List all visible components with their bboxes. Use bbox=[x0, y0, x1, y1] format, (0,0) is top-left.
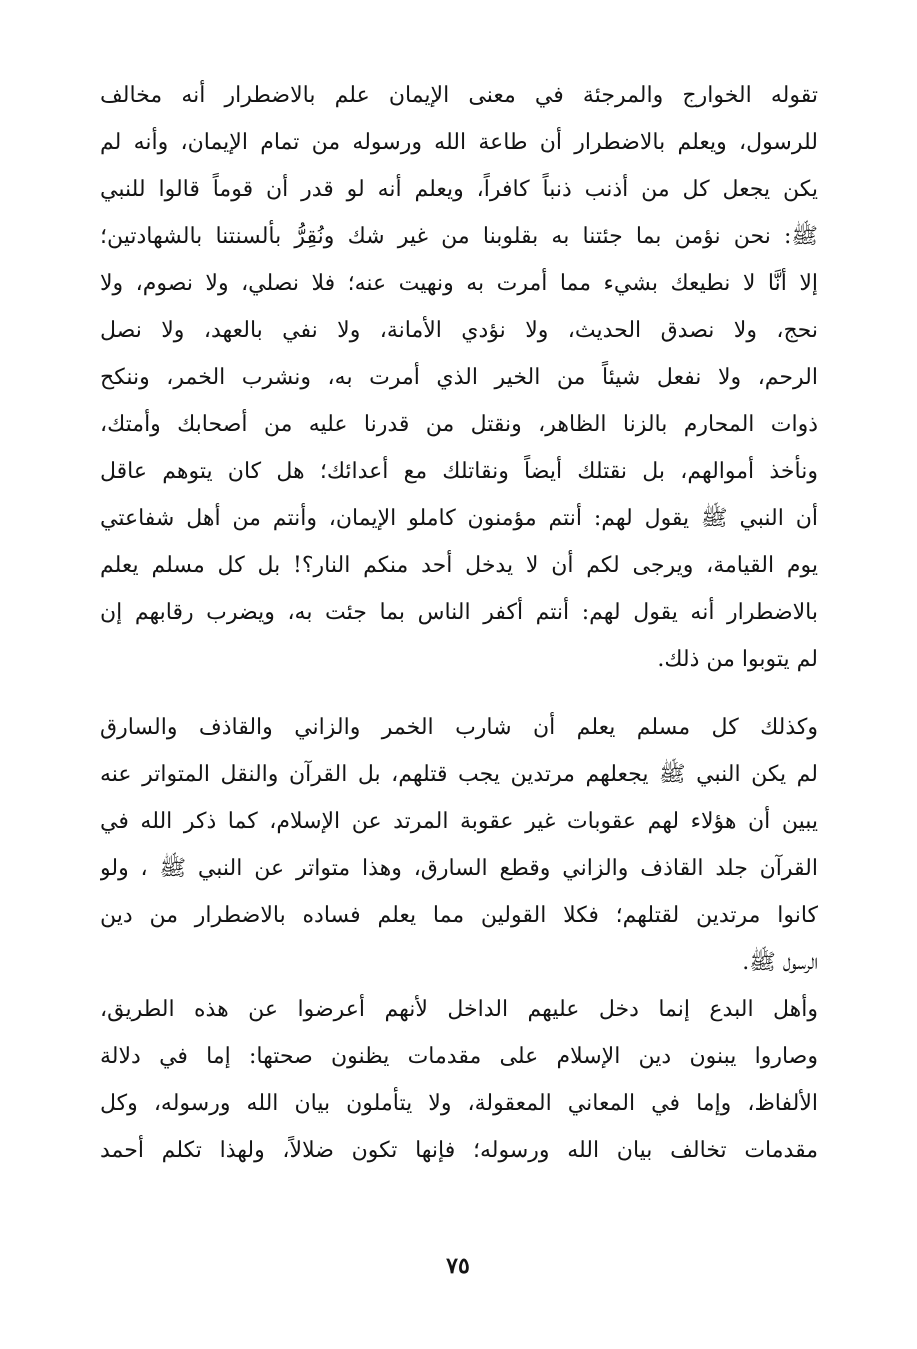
text-line: ذوات المحارم بالزنا الظاهر، ونقتل من قدرنا عليه من أصحابك وأمتك، bbox=[100, 412, 818, 437]
text-line: مقدمات تخالف بيان الله ورسوله؛ فإنها تكون ضلالاً، ولهذا تكلم أحمد bbox=[100, 1138, 818, 1163]
text-line: كانوا مرتدين لقتلهم؛ فكلا القولين مما يعلم فساده بالاضطرار من دين bbox=[100, 903, 818, 928]
text-line: لم يتوبوا من ذلك. bbox=[657, 647, 818, 672]
text-line: القرآن جلد القاذف والزاني وقطع السارق، وهذا متواتر عن النبي ﷺ ، ولو bbox=[100, 856, 818, 881]
text-line: لم يكن النبي ﷺ يجعلهم مرتدين يجب قتلهم، بل القرآن والنقل المتواتر عنه bbox=[100, 762, 818, 787]
text-line: الرسول ﷺ. bbox=[742, 950, 818, 975]
text-line: وكذلك كل مسلم يعلم أن شارب الخمر والزاني والقاذف والسارق bbox=[100, 715, 818, 740]
text-line: تقوله الخوارج والمرجئة في معنى الإيمان علم بالاضطرار أنه مخالف bbox=[100, 83, 818, 108]
text-line: وصاروا يبنون دين الإسلام على مقدمات يظنون صحتها: إما في دلالة bbox=[100, 1044, 818, 1069]
text-line: يوم القيامة، ويرجى لكم أن لا يدخل أحد منكم النار؟! بل كل مسلم يعلم bbox=[100, 553, 818, 578]
text-line: يبين أن هؤلاء لهم عقوبات غير عقوبة المرتد عن الإسلام، كما ذكر الله في bbox=[100, 809, 818, 834]
text-line: بالاضطرار أنه يقول لهم: أنتم أكفر الناس بما جئت به، ويضرب رقابهم إن bbox=[100, 600, 818, 625]
text-line: ونأخذ أموالهم، بل نقتلك أيضاً ونقاتلك مع أعدائك؛ هل كان يتوهم عاقل bbox=[100, 459, 818, 484]
paragraph-2 bbox=[100, 704, 818, 986]
text-line: إلا أنَّا لا نطيعك بشيء مما أمرت به ونهيت عنه؛ فلا نصلي، ولا نصوم، ولا bbox=[100, 271, 818, 296]
text-line: أن النبي ﷺ يقول لهم: أنتم مؤمنون كاملو الإيمان، وأنتم من أهل شفاعتي bbox=[100, 506, 818, 531]
paragraph-3 bbox=[100, 986, 818, 1174]
page-number: ٧٥ bbox=[446, 1253, 470, 1279]
text-line: نحج، ولا نصدق الحديث، ولا نؤدي الأمانة، ولا نفي بالعهد، ولا نصل bbox=[100, 318, 818, 343]
text-line: ﷺ: نحن نؤمن بما جئتنا به بقلوبنا من غير شك ونُقِرُّ بألسنتنا بالشهادتين؛ bbox=[100, 224, 818, 249]
text-line: وأهل البدع إنما دخل عليهم الداخل لأنهم أعرضوا عن هذه الطريق، bbox=[100, 997, 818, 1022]
paragraph-1 bbox=[100, 72, 818, 683]
text-line: الألفاظ، وإما في المعاني المعقولة، ولا يتأملون بيان الله ورسوله، وكل bbox=[100, 1091, 818, 1116]
text-line: يكن يجعل كل من أذنب ذنباً كافراً، ويعلم أنه لو قدر أن قوماً قالوا للنبي bbox=[100, 177, 818, 202]
text-line: الرحم، ولا نفعل شيئاً من الخير الذي أمرت به، ونشرب الخمر، وننكح bbox=[100, 365, 818, 390]
text-line: للرسول، ويعلم بالاضطرار أن طاعة الله ورسوله من تمام الإيمان، وأنه لم bbox=[100, 130, 818, 155]
